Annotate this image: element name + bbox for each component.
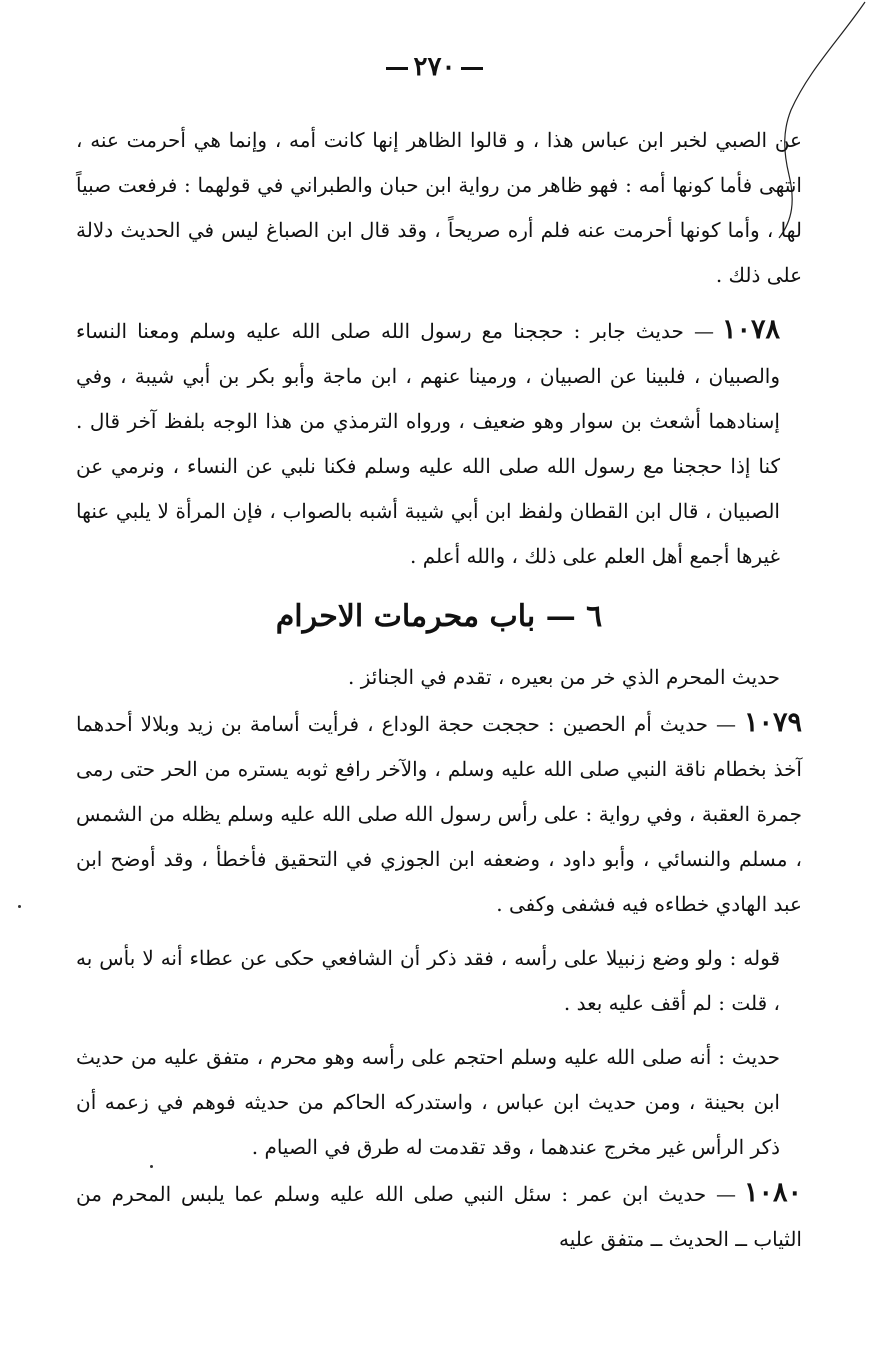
hadith-text: — حديث أم الحصين : حججت حجة الوداع ، فرأيت أسامة بن زيد وبلالا أحدهما آخذ بخطام ناقة النبي صلى الله عليه وسلم ، والآخر رافع ثوبه يستره من الحر حتى رمى جمرة العقبة ، وفي رواية : على رأس رسول الله صلى الله عليه وسلم يظله من الشمس ، مسلم والنسائي ، وأبو داود ، وضعفه ابن الجوزي في التحقيق فأخطأ ، وقد أوضح ابن عبد الهادي خطاءه فيه فشفى وكفى . <box>76 712 802 916</box>
page-number-value: ٢٧٠ <box>413 52 456 82</box>
chapter-heading: ٦ — باب محرمات الاحرام <box>275 599 603 634</box>
page-number-dash <box>461 67 483 70</box>
hadith-number: ١٠٧٨ <box>721 314 780 345</box>
scan-speck <box>18 905 21 908</box>
page-number <box>0 52 869 82</box>
hadith-1078 <box>76 307 802 579</box>
main-text <box>76 118 802 1262</box>
hadith-number: ١٠٧٩ <box>743 707 802 738</box>
hadith-number: ١٠٨٠ <box>743 1177 802 1208</box>
hadith-text: — حديث ابن عمر : سئل النبي صلى الله عليه وسلم عما يلبس المحرم من الثياب ــ الحديث ــ متفق عليه <box>76 1182 802 1251</box>
paragraph-ibn-abbas-continuation: عن الصبي لخبر ابن عباس هذا ، و قالوا الظاهر إنها كانت أمه ، وإنما هي أحرمت عنه ، انتهى فأما كونها أمه : فهو ظاهر من رواية ابن حبان والطبراني في قولهما : فرفعت صبياً لها ، وأما كونها أحرمت عنه فلم أره صريحاً ، وقد قال ابن الصباغ ليس في الحديث دلالة على ذلك . <box>76 128 802 287</box>
paragraph-hijama: حديث : أنه صلى الله عليه وسلم احتجم على رأسه وهو محرم ، متفق عليه من حديث ابن بحينة ، ومن حديث ابن عباس ، واستدركه الحاكم من حديثه فوهم في زعمه أن ذكر الرأس غير مخرج عندهما ، وقد تقدمت له طرق في الصيام . <box>76 1045 780 1159</box>
paragraph-janaiz: حديث المحرم الذي خر من بعيره ، تقدم في الجنائز . <box>348 665 780 689</box>
hadith-text: — حديث جابر : حججنا مع رسول الله صلى الله عليه وسلم ومعنا النساء والصبيان ، فلبينا عن الصبيان ، ورمينا عنهم ، ابن ماجة وأبو بكر بن أبي شيبة ، وفي إسنادهما أشعث بن سوار وهو ضعيف ، ورواه الترمذي من هذا الوجه بلفظ آخر قال . كنا إذا حججنا مع رسول الله صلى الله عليه وسلم فكنا نلبي عن النساء ، ونرمي عن الصبيان ، قال ابن القطان ولفظ ابن أبي شيبة أشبه بالصواب ، فإن المرأة لا يلبي عنها غيرها أجمع أهل العلم على ذلك ، والله أعلم . <box>76 319 780 568</box>
hadith-1080 <box>76 1170 802 1262</box>
hadith-1079 <box>76 700 802 927</box>
paragraph-qawluh: قوله : ولو وضع زنبيلا على رأسه ، فقد ذكر أن الشافعي حكى عن عطاء أنه لا بأس به ، قلت : لم أقف عليه بعد . <box>76 946 780 1015</box>
page-number-dash <box>386 67 408 70</box>
